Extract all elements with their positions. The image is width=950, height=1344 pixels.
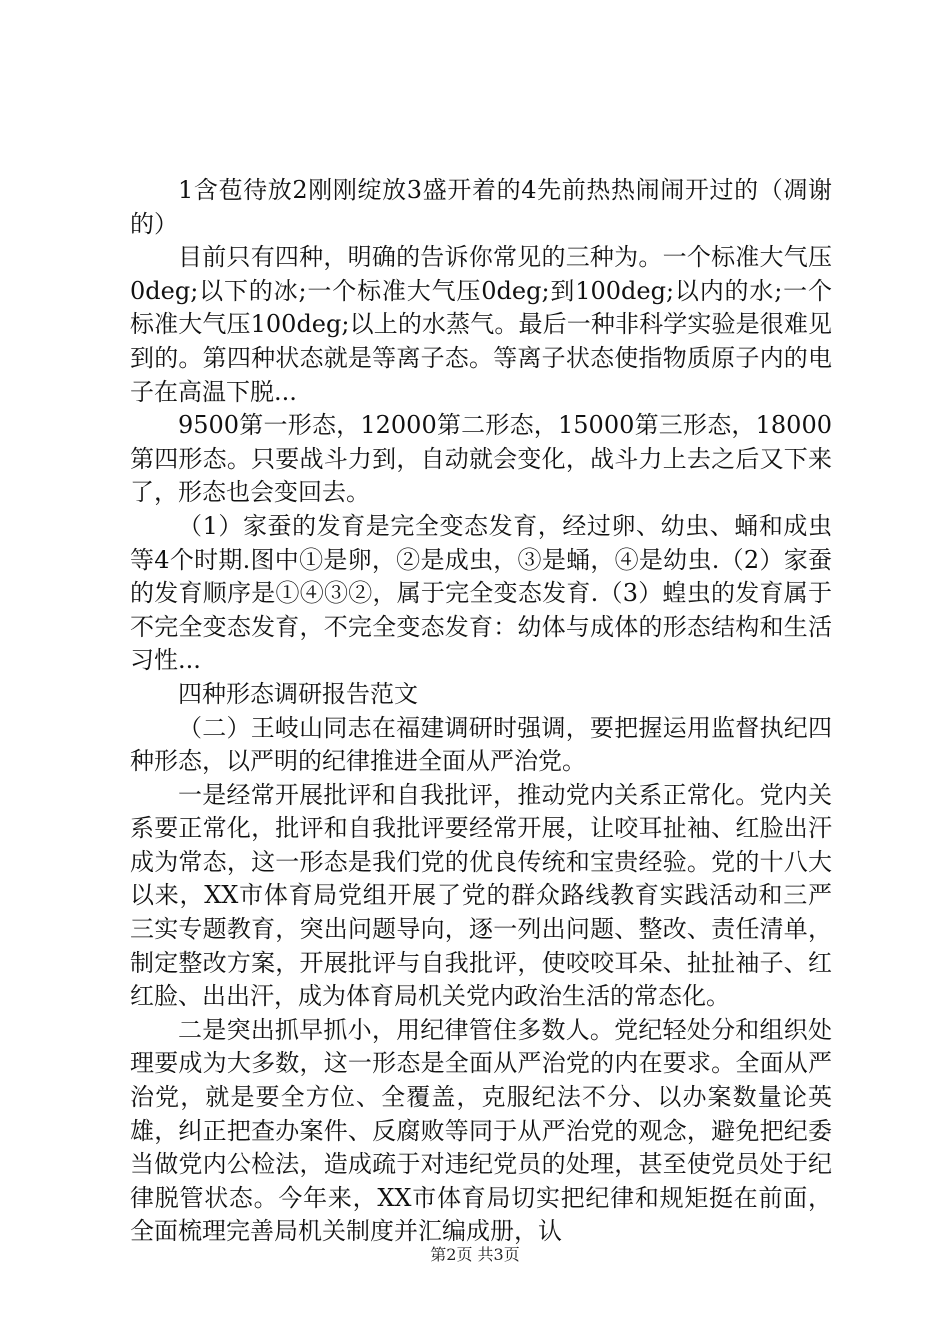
paragraph-section-two: （二）王岐山同志在福建调研时强调，要把握运用监督执纪四种形态，以严明的纪律推进全面从严治党。 <box>130 713 832 776</box>
paragraph-forms-power: 9500第一形态，12000第二形态，15000第三形态，18000第四形态。只要战斗力到，自动就会变化，战斗力上去之后又下来了，形态也会变回去。 <box>130 411 832 507</box>
document-body <box>130 174 832 1249</box>
page-footer: 第2页 共3页 <box>430 1245 520 1264</box>
paragraph-states-of-matter: 目前只有四种，明确的告诉你常见的三种为。一个标准大气压0deg;以下的冰;一个标准大气压0deg;到100deg;以内的水;一个标准大气压100deg;以上的水蒸气。最后一种非科学实验是很难见到的。第四种状态就是等离子态。等离子状态使指物质原子内的电子在高温下脱... <box>130 243 832 406</box>
paragraph-silkworm: （1）家蚕的发育是完全变态发育，经过卵、幼虫、蛹和成虫等4个时期.图中①是卵，②是成虫，③是蛹，④是幼虫.（2）家蚕的发育顺序是①④③②，属于完全变态发育.（3）蝗虫的发育属于不完全变态发育，不完全变态发育：幼体与成体的形态结构和生活习性... <box>130 511 832 675</box>
paragraph-flower-stages: 1含苞待放2刚刚绽放3盛开着的4先前热热闹闹开过的（凋谢的） <box>130 176 832 238</box>
paragraph-first-form: 一是经常开展批评和自我批评，推动党内关系正常化。党内关系要正常化，批评和自我批评要经常开展，让咬耳扯袖、红脸出汗成为常态，这一形态是我们党的优良传统和宝贵经验。党的十八大以来，XX市体育局党组开展了党的群众路线教育实践活动和三严三实专题教育，突出问题导向，逐一列出问题、整改、责任清单，制定整改方案，开展批评与自我批评，使咬咬耳朵、扯扯袖子、红红脸、出出汗，成为体育局机关党内政治生活的常态化。 <box>130 780 832 1011</box>
paragraph-report-title: 四种形态调研报告范文 <box>178 679 418 708</box>
paragraph-second-form: 二是突出抓早抓小，用纪律管住多数人。党纪轻处分和组织处理要成为大多数，这一形态是全面从严治党的内在要求。全面从严治党，就是要全方位、全覆盖，克服纪法不分、以办案数量论英雄，纠正把查办案件、反腐败等同于从严治党的观念，避免把纪委当做党内公检法，造成疏于对违纪党员的处理，甚至使党员处于纪律脱管状态。今年来，XX市体育局切实把纪律和规矩挺在前面，全面梳理完善局机关制度并汇编成册，认 <box>130 1015 832 1246</box>
